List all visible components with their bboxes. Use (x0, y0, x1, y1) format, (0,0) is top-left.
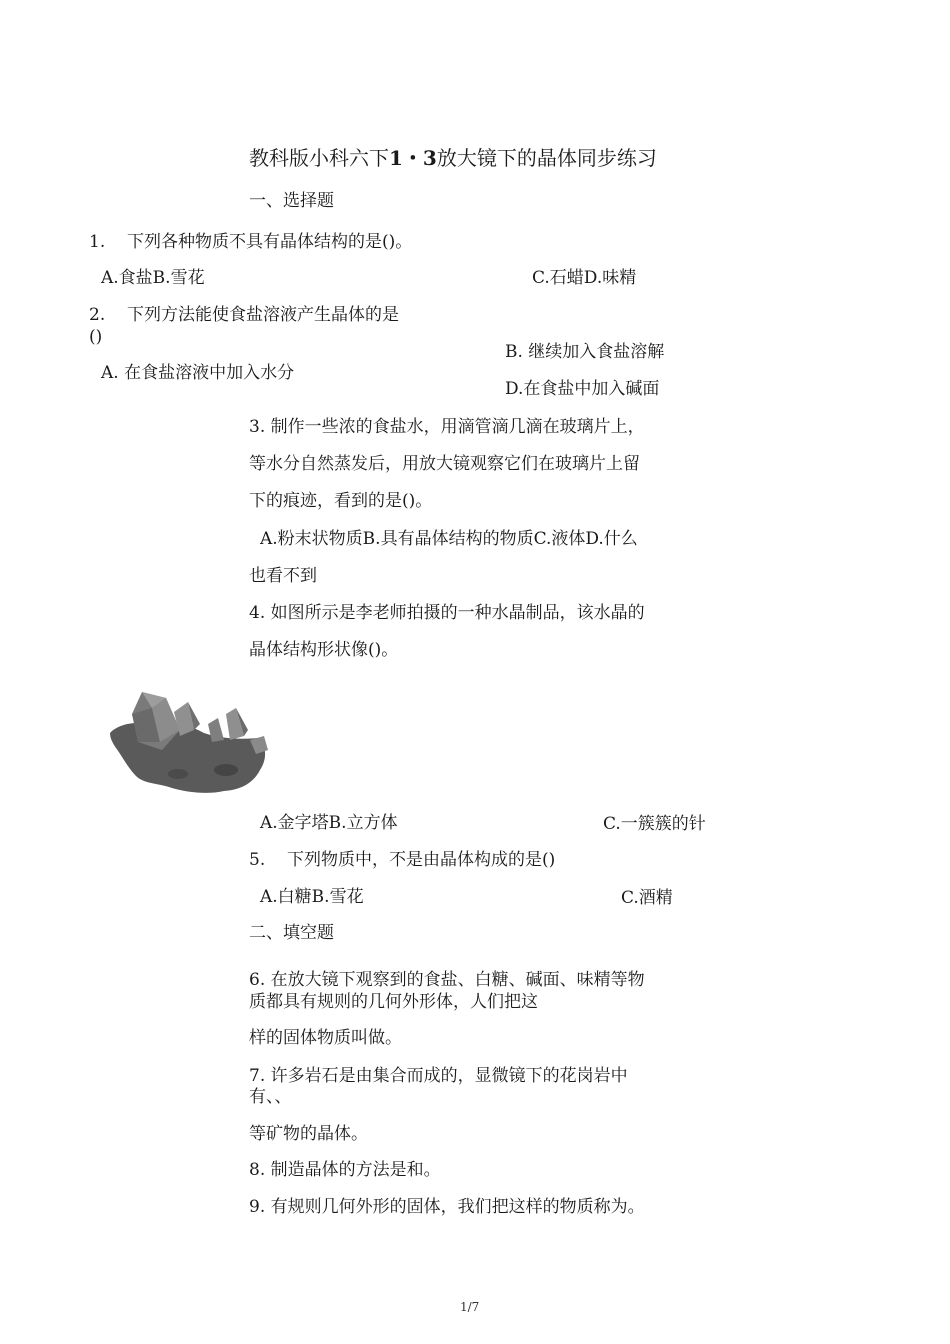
q4-option-c: C.一簇簇的针 (603, 814, 706, 834)
q3-line1: 3. 制作一些浓的食盐水，用滴管滴几滴在玻璃片上， (249, 417, 645, 437)
q4-options-ab: A.金字塔B.立方体 (260, 813, 398, 833)
q2-option-b: B. 继续加入食盐溶解 (505, 342, 665, 362)
q3-options: A.粉末状物质B.具有晶体结构的物质C.液体D.什么 (260, 529, 638, 549)
q7-line2: 有、、 (249, 1087, 292, 1107)
q6-line1: 6. 在放大镜下观察到的食盐、白糖、碱面、味精等物 (249, 970, 645, 990)
q9-text: 9. 有规则几何外形的固体，我们把这样的物质称为。 (249, 1197, 645, 1217)
title-suffix: 放大镜下的晶体同步练习 (436, 146, 657, 170)
section-heading-fill: 二、填空题 (249, 923, 334, 943)
crystal-image (108, 678, 270, 796)
q2-number: 2. (89, 305, 106, 325)
q1-options-cd: C.石蜡D.味精 (532, 268, 637, 288)
section-heading-choice: 一、选择题 (249, 191, 334, 211)
q2-text: 下列方法能使食盐溶液产生晶体的是 (127, 305, 399, 325)
q3-options-continued: 也看不到 (249, 566, 317, 586)
q2-option-a: A. 在食盐溶液中加入水分 (101, 363, 295, 383)
q4-line2: 晶体结构形状像()。 (249, 640, 399, 660)
q6-line3: 样的固体物质叫做。 (249, 1028, 402, 1048)
q1-text: 下列各种物质不具有晶体结构的是()。 (127, 232, 413, 252)
title-number: 1・3 (389, 146, 437, 170)
q4-line1: 4. 如图所示是李老师拍摄的一种水晶制品，该水晶的 (249, 603, 645, 623)
q7-line1: 7. 许多岩石是由集合而成的，显微镜下的花岗岩中 (249, 1066, 628, 1086)
q5-number: 5. (249, 850, 266, 870)
page-title (249, 146, 657, 171)
q5-option-c: C.酒精 (621, 888, 673, 908)
q7-line3: 等矿物的晶体。 (249, 1124, 368, 1144)
q1-options-ab: A.食盐B.雪花 (101, 268, 205, 288)
q5-text: 下列物质中，不是由晶体构成的是() (287, 850, 556, 870)
q2-option-d: D.在食盐中加入碱面 (505, 379, 660, 399)
q6-line2: 质都具有规则的几何外形体，人们把这 (249, 992, 538, 1012)
q5-options-ab: A.白糖B.雪花 (260, 887, 364, 907)
q8-text: 8. 制造晶体的方法是和。 (249, 1160, 441, 1180)
page-number: 1/7 (460, 1300, 480, 1314)
q3-line3: 下的痕迹，看到的是()。 (249, 491, 433, 511)
q2-paren: () (89, 327, 103, 347)
title-prefix: 教科版小科六下 (249, 146, 389, 170)
q1-number: 1. (89, 232, 106, 252)
q3-line2: 等水分自然蒸发后，用放大镜观察它们在玻璃片上留 (249, 454, 640, 474)
